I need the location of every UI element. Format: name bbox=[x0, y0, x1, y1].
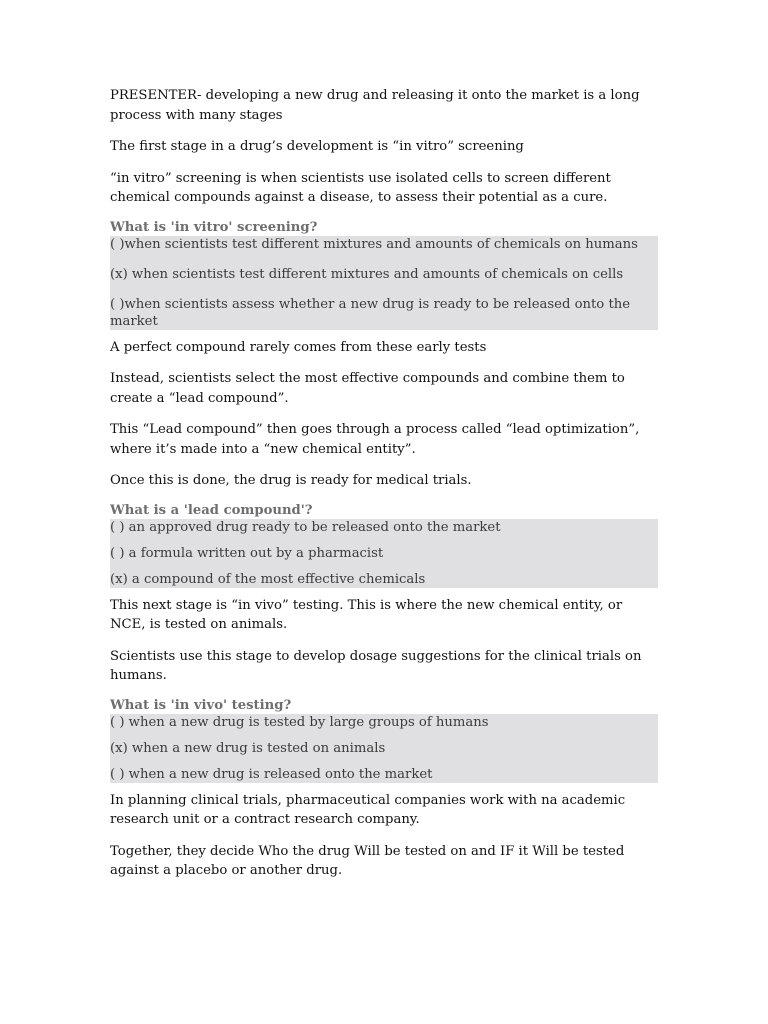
question-title: What is 'in vitro' screening? bbox=[110, 219, 318, 235]
paragraph: The first stage in a drug’s development is “in vitro” screening bbox=[110, 139, 524, 154]
paragraph: This “Lead compound” then goes through a process called “lead optimization”, where it’s made into a “new chemical entity”. bbox=[110, 422, 640, 457]
paragraph: A perfect compound rarely comes from these early tests bbox=[110, 339, 487, 355]
paragraph: PRESENTER- developing a new drug and releasing it onto the market is a long process with many stages bbox=[110, 88, 640, 123]
answer-option[interactable]: (x) when scientists test different mixtures and amounts of chemicals on cells bbox=[110, 266, 624, 282]
answer-option[interactable]: (x) when a new drug is tested on animals bbox=[110, 740, 386, 756]
answer-option[interactable]: ( ) an approved drug ready to be released onto the market bbox=[110, 519, 501, 535]
paragraph: Instead, scientists select the most effective compounds and combine them to create a “lead compound”. bbox=[110, 371, 625, 406]
answer-option[interactable]: ( ) when a new drug is released onto the market bbox=[110, 766, 433, 782]
paragraph: In planning clinical trials, pharmaceutical companies work with na academic research unit or a contract research company. bbox=[110, 792, 626, 827]
answer-options bbox=[110, 236, 658, 330]
answer-option[interactable]: ( ) when a new drug is tested by large groups of humans bbox=[110, 714, 489, 730]
answer-option[interactable]: ( ) a formula written out by a pharmacist bbox=[110, 545, 384, 561]
paragraph: Together, they decide Who the drug Will be tested on and IF it Will be tested against a placebo or another drug. bbox=[110, 843, 625, 878]
paragraph: “in vitro” screening is when scientists use isolated cells to screen different chemical compounds against a disease, to assess their potential as a cure. bbox=[110, 170, 611, 205]
answer-option[interactable]: ( )when scientists test different mixtures and amounts of chemicals on humans bbox=[110, 236, 638, 252]
answer-options bbox=[110, 714, 658, 783]
paragraph: This next stage is “in vivo” testing. This is where the new chemical entity, or NCE, is tested on animals. bbox=[110, 597, 623, 632]
answer-options bbox=[110, 519, 658, 588]
document-page bbox=[110, 86, 658, 893]
answer-option[interactable]: (x) a compound of the most effective chemicals bbox=[110, 571, 426, 587]
paragraph: Once this is done, the drug is ready for medical trials. bbox=[110, 473, 472, 488]
paragraph: Scientists use this stage to develop dosage suggestions for the clinical trials on humans. bbox=[110, 648, 642, 683]
answer-option[interactable]: ( )when scientists assess whether a new drug is ready to be released onto the market bbox=[110, 296, 631, 329]
question-title: What is 'in vivo' testing? bbox=[110, 697, 292, 713]
question-title: What is a 'lead compound'? bbox=[110, 502, 313, 518]
